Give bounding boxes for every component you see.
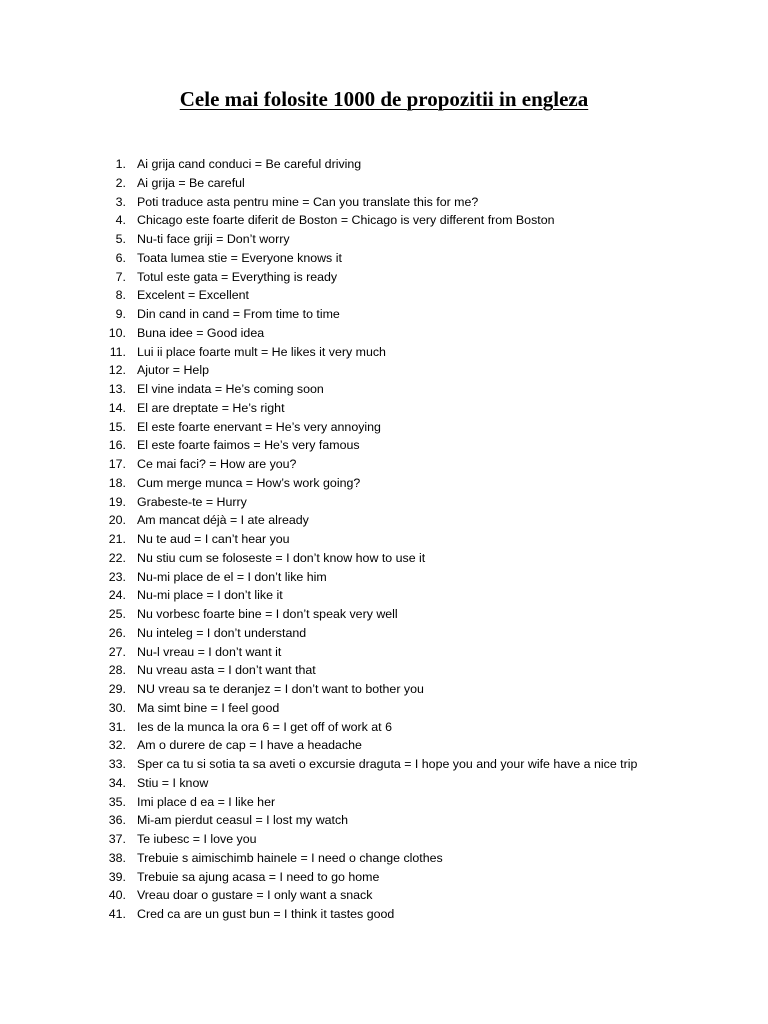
list-item-text: Nu-l vreau = I don’t want it (137, 644, 282, 659)
list-item (0, 380, 768, 399)
list-item (0, 811, 768, 830)
list-item (0, 586, 768, 605)
list-item-number: 21. (108, 532, 126, 546)
list-item-number: 37. (108, 832, 126, 846)
list-item-text: Excelent = Excellent (137, 288, 249, 303)
list-item-number: 23. (108, 569, 126, 584)
list-item-text: El are dreptate = He’s right (137, 400, 285, 415)
list-item (0, 286, 768, 305)
list-item-number: 15. (108, 419, 126, 434)
list-item-text: Grabeste-te = Hurry (137, 494, 247, 509)
list-item-number: 39. (108, 869, 126, 884)
list-item-number: 1. (115, 157, 126, 171)
list-item-text: Cred ca are un gust bun = I think it tastes good (137, 907, 395, 921)
list-item-number: 40. (108, 888, 126, 903)
list-item-text: Nu vorbesc foarte bine = I don’t speak very well (137, 607, 398, 621)
list-item-text: Toata lumea stie = Everyone knows it (137, 250, 342, 265)
list-item (0, 568, 768, 587)
list-item (0, 643, 768, 662)
list-item-text: Vreau doar o gustare = I only want a snack (137, 888, 373, 903)
list-item (0, 455, 768, 474)
list-item-text: Ai grija cand conduci = Be careful driving (137, 157, 362, 171)
list-item (0, 193, 768, 212)
list-item-text: Trebuie sa ajung acasa = I need to go home (137, 869, 380, 884)
list-item (0, 530, 768, 549)
list-item (0, 418, 768, 437)
list-item-text: Am o durere de cap = I have a headache (137, 738, 362, 753)
list-item-number: 29. (108, 682, 126, 696)
list-item-number: 27. (108, 644, 126, 659)
phrase-list (0, 155, 768, 924)
list-item-number: 38. (108, 850, 126, 865)
list-item-number: 11. (109, 344, 126, 359)
list-item-number: 18. (108, 475, 126, 490)
list-item (0, 699, 768, 718)
list-item-number: 14. (108, 400, 126, 415)
list-item-number: 19. (108, 494, 126, 509)
list-item-text: Buna idee = Good idea (137, 325, 265, 340)
list-item-text: Ies de la munca la ora 6 = I get off of work at 6 (137, 719, 392, 734)
list-item-text: Totul este gata = Everything is ready (137, 269, 338, 284)
list-item-number: 31. (108, 719, 126, 734)
list-item-text: Nu vreau asta = I don’t want that (137, 663, 316, 678)
list-item (0, 661, 768, 680)
list-item (0, 249, 768, 268)
list-item-text: Nu te aud = I can’t hear you (137, 532, 290, 546)
list-item-number: 5. (115, 232, 126, 246)
list-item-text: Imi place d ea = I like her (137, 794, 276, 809)
list-item (0, 155, 768, 174)
list-item-number: 22. (108, 550, 126, 565)
list-item-number: 20. (108, 513, 126, 528)
list-item-text: Am mancat déjà = I ate already (137, 513, 309, 528)
list-item-text: Lui ii place foarte mult = He likes it very much (137, 344, 386, 359)
list-item-text: Ce mai faci? = How are you? (137, 457, 297, 471)
list-item-text: El vine indata = He’s coming soon (137, 382, 324, 396)
list-item-text: Cum merge munca = How’s work going? (137, 475, 361, 490)
document-title: Cele mai folosite 1000 de propozitii in engleza (179, 87, 589, 111)
list-item-text: Chicago este foarte diferit de Boston = Chicago is very different from Boston (137, 213, 555, 228)
list-item (0, 736, 768, 755)
list-item-text: Nu inteleg = I don’t understand (137, 625, 307, 640)
list-item (0, 830, 768, 849)
list-item-number: 35. (108, 794, 126, 809)
list-item-number: 28. (108, 663, 126, 678)
list-item-number: 3. (115, 194, 126, 209)
list-item-number: 6. (115, 250, 126, 265)
list-item-number: 34. (108, 775, 126, 790)
list-item-number: 30. (108, 700, 126, 715)
list-item (0, 343, 768, 362)
list-item (0, 361, 768, 380)
list-item-text: Din cand in cand = From time to time (137, 307, 340, 321)
list-item-text: Nu-mi place = I don’t like it (137, 588, 283, 603)
list-item (0, 755, 768, 774)
list-item-text: Nu stiu cum se foloseste = I don’t know how to use it (137, 550, 426, 565)
list-item (0, 849, 768, 868)
list-item-text: NU vreau sa te deranjez = I don’t want to bother you (137, 682, 424, 696)
list-item-text: Nu-mi place de el = I don’t like him (137, 569, 327, 584)
list-item (0, 605, 768, 624)
list-item (0, 211, 768, 230)
list-item-number: 10. (108, 325, 126, 340)
list-item-number: 12. (108, 363, 126, 378)
list-item-text: Sper ca tu si sotia ta sa aveti o excursie draguta = I hope you and your wife have a nice trip (137, 757, 638, 771)
list-item-number: 16. (108, 438, 126, 453)
list-item-number: 9. (115, 307, 126, 321)
list-item (0, 624, 768, 643)
list-item-number: 33. (108, 757, 126, 771)
list-item-text: Ai grija = Be careful (137, 175, 245, 190)
list-item (0, 793, 768, 812)
list-item (0, 474, 768, 493)
list-item (0, 230, 768, 249)
list-item (0, 493, 768, 512)
list-item (0, 868, 768, 887)
list-item-text: Nu-ti face griji = Don’t worry (137, 232, 290, 246)
list-item-text: El este foarte enervant = He’s very annoying (137, 419, 381, 434)
list-item-text: El este foarte faimos = He’s very famous (137, 438, 360, 453)
list-item-text: Mi-am pierdut ceasul = I lost my watch (137, 813, 349, 828)
list-item (0, 511, 768, 530)
list-item (0, 549, 768, 568)
list-item-number: 2. (115, 175, 126, 190)
list-item-number: 41. (108, 907, 126, 921)
list-item-text: Ajutor = Help (137, 363, 209, 378)
list-item (0, 268, 768, 287)
list-item (0, 399, 768, 418)
list-item (0, 774, 768, 793)
list-item-number: 17. (108, 457, 126, 471)
list-item-number: 32. (108, 738, 126, 753)
list-item-number: 4. (115, 213, 126, 228)
list-item-number: 24. (108, 588, 126, 603)
list-item-text: Stiu = I know (137, 775, 209, 790)
list-item (0, 305, 768, 324)
list-item-number: 7. (115, 269, 126, 284)
list-item-text: Poti traduce asta pentru mine = Can you translate this for me? (137, 194, 479, 209)
list-item-number: 13. (108, 382, 126, 396)
list-item-number: 25. (108, 607, 126, 621)
list-item (0, 324, 768, 343)
list-item (0, 886, 768, 905)
list-item-number: 26. (108, 625, 126, 640)
list-item-number: 8. (115, 288, 126, 303)
list-item (0, 718, 768, 737)
list-item (0, 680, 768, 699)
list-item-text: Te iubesc = I love you (137, 832, 257, 846)
list-item (0, 905, 768, 924)
list-item (0, 174, 768, 193)
list-item-text: Ma simt bine = I feel good (137, 700, 280, 715)
list-item-text: Trebuie s aimischimb hainele = I need o change clothes (137, 850, 443, 865)
list-item (0, 436, 768, 455)
list-item-number: 36. (108, 813, 126, 828)
